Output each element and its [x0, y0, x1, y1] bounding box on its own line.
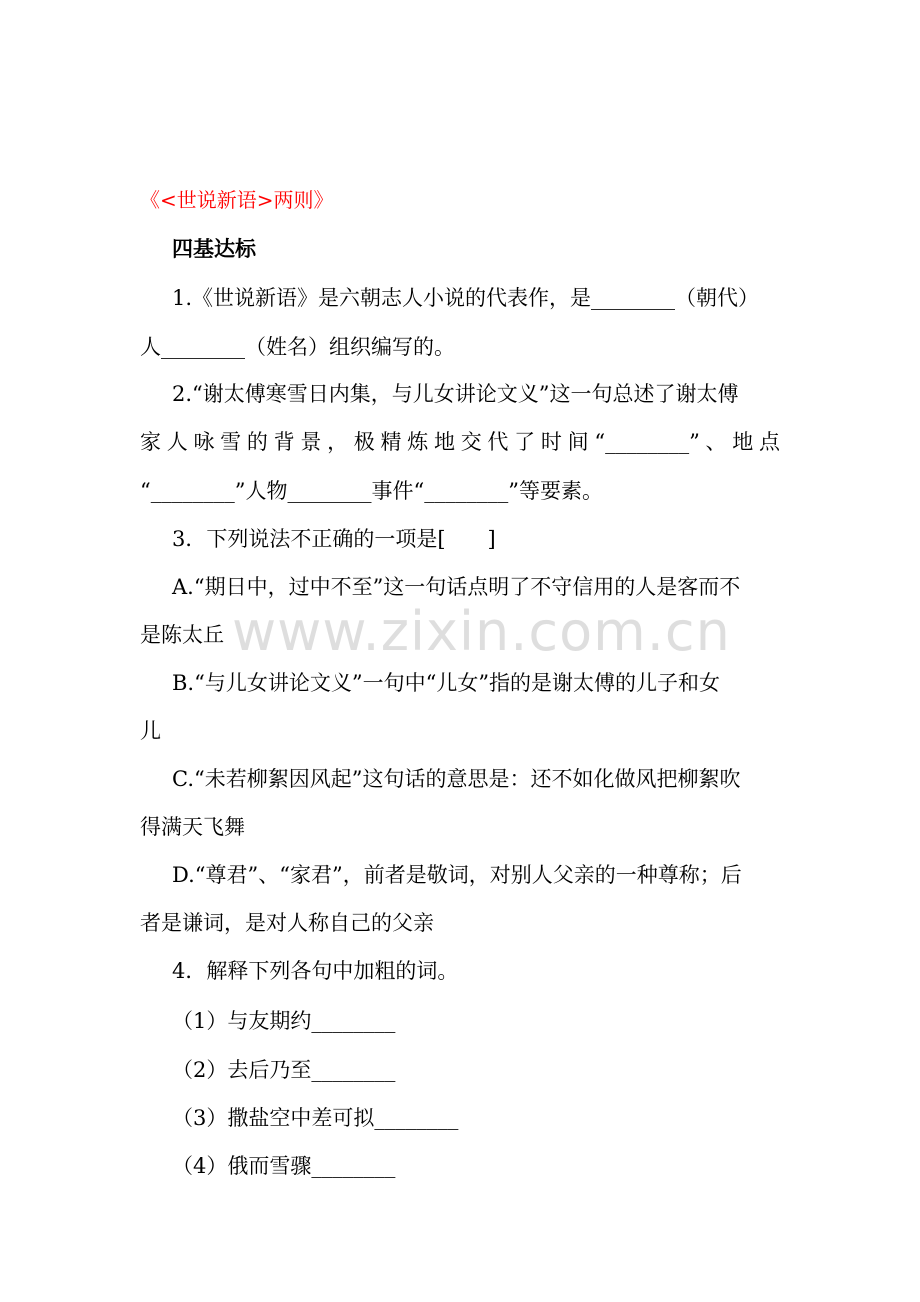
option-a-line-1: A.“期日中，过中不至”这一句话点明了不守信用的人是客而不: [172, 575, 741, 599]
option-d-line-1: D.“尊君”、“家君”，前者是敬词，对别人父亲的一种尊称；后: [172, 863, 742, 887]
section-heading: 四基达标: [172, 236, 256, 261]
document-title: 《<世说新语>两则》: [140, 188, 334, 212]
question-2-line-3: “________”人物________事件“________”等要素。: [140, 479, 603, 503]
question-4-item-3: （3）撒盐空中差可拟________: [172, 1106, 459, 1130]
option-c-line-2: 得满天飞舞: [140, 815, 245, 839]
question-1-line-1: 1.《世说新语》是六朝志人小说的代表作，是________（朝代）: [172, 286, 760, 310]
question-4-item-1: （1）与友期约________: [172, 1009, 396, 1033]
question-3-stem: 3．下列说法不正确的一项是[ ]: [172, 527, 496, 551]
question-1-line-2: 人________（姓名）组织编写的。: [140, 335, 455, 359]
question-4-item-4: （4）俄而雪骤________: [172, 1154, 396, 1178]
option-c-line-1: C.“未若柳絮因风起”这句话的意思是：还不如化做风把柳絮吹: [172, 767, 741, 791]
watermark: www.zixin.com.cn: [232, 600, 731, 663]
option-b-line-2: 儿: [140, 719, 161, 743]
question-4-item-2: （2）去后乃至________: [172, 1058, 396, 1082]
question-2-line-1: 2.“谢太傅寒雪日内集，与儿女讲论文义”这一句总述了谢太傅: [172, 382, 739, 406]
question-2-line-2: 家人咏雪的背景，极精炼地交代了时间“________”、地点: [140, 430, 780, 454]
option-b-line-1: B.“与儿女讲论文义”一句中“儿女”指的是谢太傅的儿子和女: [172, 671, 721, 695]
question-4-stem: 4．解释下列各句中加粗的词。: [172, 959, 459, 983]
option-a-line-2: 是陈太丘: [140, 623, 224, 647]
option-d-line-2: 者是谦词，是对人称自己的父亲: [140, 911, 434, 935]
